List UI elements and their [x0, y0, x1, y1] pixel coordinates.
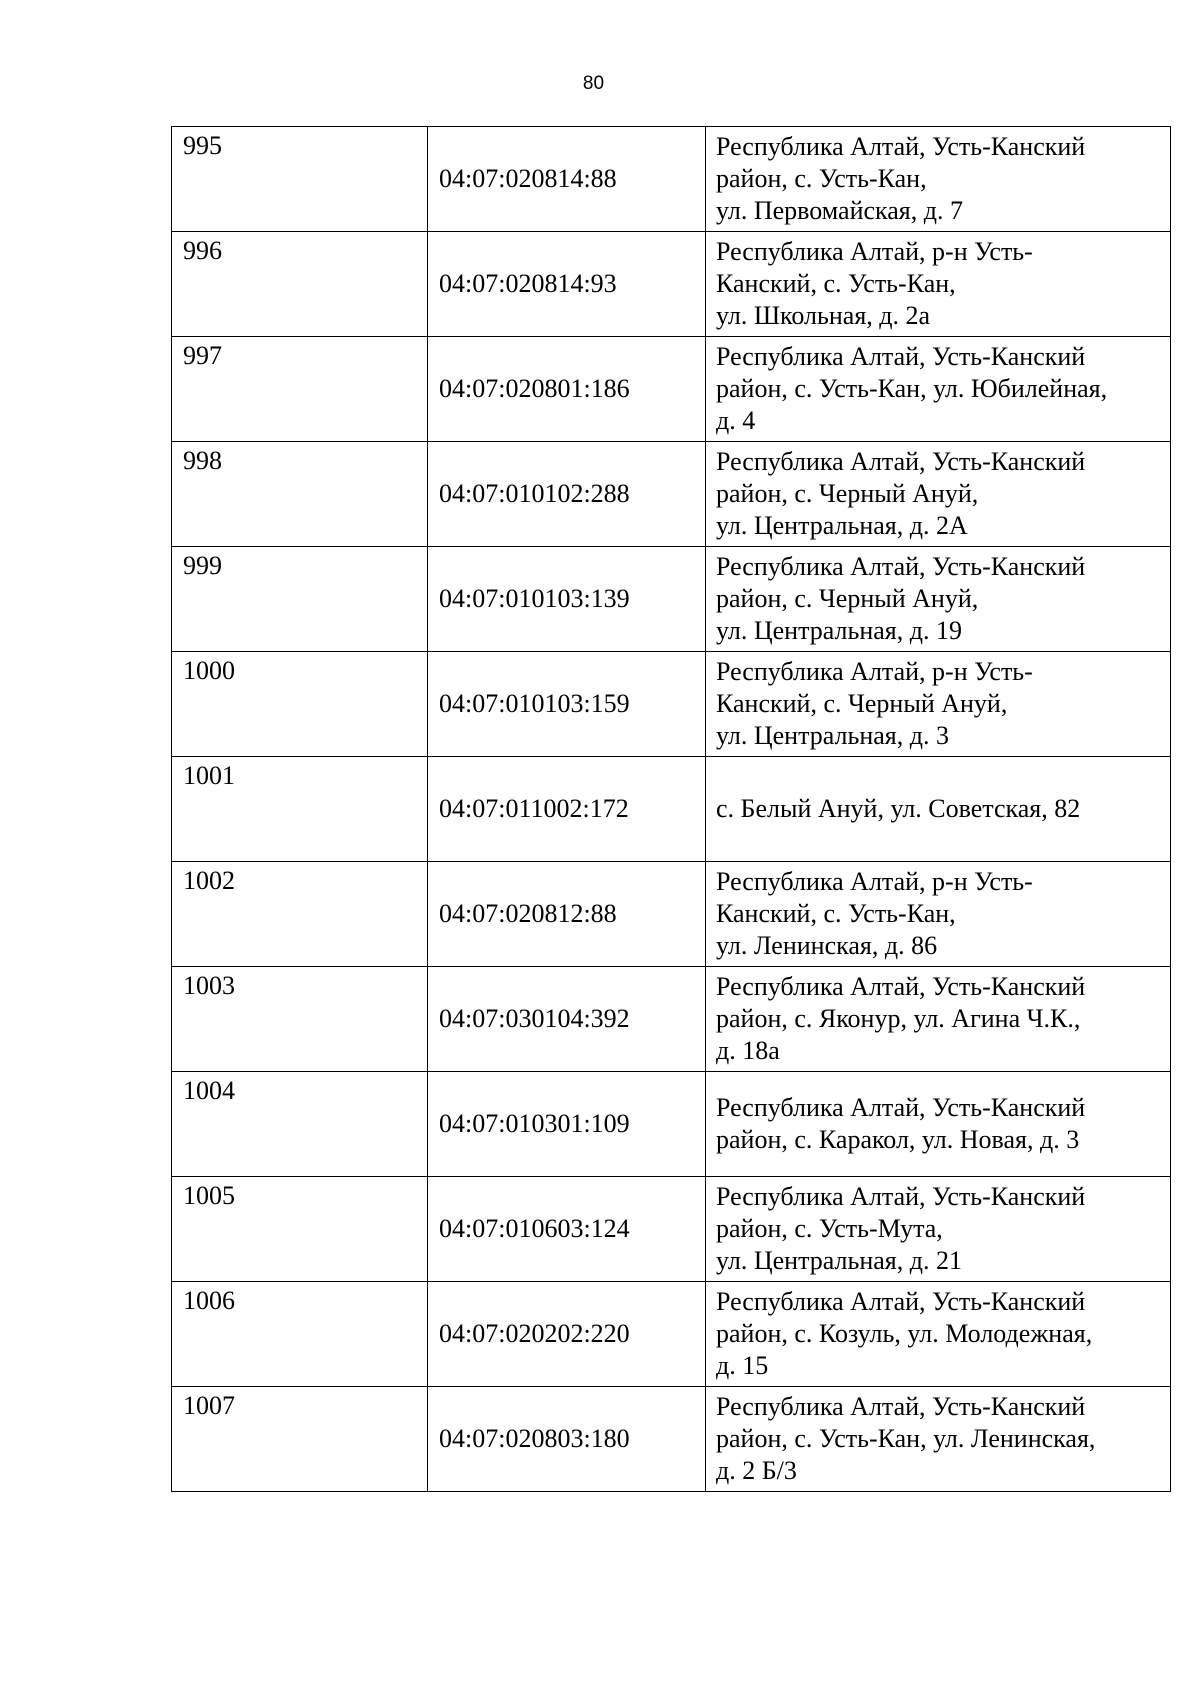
table-row — [172, 1072, 1171, 1177]
address-cell — [706, 127, 1171, 232]
address-line: ул. Первомайская, д. 7 — [716, 196, 963, 225]
address-line: Республика Алтай, Усть-Канский — [716, 552, 1086, 581]
address-line: Республика Алтай, Усть-Канский — [716, 342, 1086, 371]
cadastral-number-cell: 04:07:020202:220 — [428, 1282, 706, 1387]
table-row — [172, 1282, 1171, 1387]
table-row — [172, 547, 1171, 652]
row-number-cell: 1002 — [172, 862, 428, 967]
cadastral-number-cell: 04:07:020812:88 — [428, 862, 706, 967]
address-line: с. Белый Ануй, ул. Советская, 82 — [716, 794, 1081, 823]
address-line: ул. Центральная, д. 21 — [716, 1246, 962, 1275]
address-line: Республика Алтай, Усть-Канский — [716, 972, 1086, 1001]
address-line: д. 4 — [716, 406, 756, 435]
row-number-cell: 1006 — [172, 1282, 428, 1387]
address-line: район, с. Черный Ануй, — [716, 479, 979, 508]
address-cell — [706, 337, 1171, 442]
row-number-cell: 999 — [172, 547, 428, 652]
address-line: Республика Алтай, р-н Усть- — [716, 657, 1033, 686]
row-number-cell: 1003 — [172, 967, 428, 1072]
cadastral-number-cell: 04:07:030104:392 — [428, 967, 706, 1072]
row-number-cell: 996 — [172, 232, 428, 337]
cadastral-number-cell: 04:07:010103:139 — [428, 547, 706, 652]
address-line: ул. Центральная, д. 3 — [716, 721, 949, 750]
table-row — [172, 127, 1171, 232]
address-line: Республика Алтай, Усть-Канский — [716, 1182, 1086, 1211]
cadastral-number-cell: 04:07:010102:288 — [428, 442, 706, 547]
cadastral-number-cell: 04:07:020801:186 — [428, 337, 706, 442]
table-row — [172, 757, 1171, 862]
table-row — [172, 1177, 1171, 1282]
address-line: ул. Ленинская, д. 86 — [716, 931, 938, 960]
table-row — [172, 652, 1171, 757]
address-line: район, с. Усть-Мута, — [716, 1214, 943, 1243]
address-line: Республика Алтай, Усть-Канский — [716, 1287, 1086, 1316]
row-number-cell: 1005 — [172, 1177, 428, 1282]
table-row — [172, 442, 1171, 547]
address-cell — [706, 442, 1171, 547]
table-row — [172, 862, 1171, 967]
address-line: Канский, с. Черный Ануй, — [716, 689, 1008, 718]
address-cell — [706, 652, 1171, 757]
page-number: 80 — [582, 73, 605, 94]
table-row — [172, 232, 1171, 337]
address-line: Республика Алтай, Усть-Канский — [716, 1093, 1086, 1122]
row-number-cell: 1000 — [172, 652, 428, 757]
cadastral-number-cell: 04:07:011002:172 — [428, 757, 706, 862]
row-number-cell: 1001 — [172, 757, 428, 862]
cadastral-number-cell: 04:07:010603:124 — [428, 1177, 706, 1282]
address-cell — [706, 547, 1171, 652]
row-number-cell: 998 — [172, 442, 428, 547]
address-cell — [706, 1387, 1171, 1492]
address-cell — [706, 862, 1171, 967]
address-line: Республика Алтай, Усть-Канский — [716, 132, 1086, 161]
row-number-cell: 997 — [172, 337, 428, 442]
row-number-cell: 995 — [172, 127, 428, 232]
address-line: д. 18а — [716, 1036, 780, 1065]
address-line: Канский, с. Усть-Кан, — [716, 269, 956, 298]
cadastral-number-cell: 04:07:020814:88 — [428, 127, 706, 232]
address-cell — [706, 1072, 1171, 1177]
address-line: д. 2 Б/3 — [716, 1456, 797, 1485]
address-line: Республика Алтай, Усть-Канский — [716, 1392, 1086, 1421]
address-line: Республика Алтай, р-н Усть- — [716, 867, 1033, 896]
address-line: район, с. Черный Ануй, — [716, 584, 979, 613]
cadastral-number-cell: 04:07:020814:93 — [428, 232, 706, 337]
address-line: район, с. Яконур, ул. Агина Ч.К., — [716, 1004, 1081, 1033]
address-line: ул. Центральная, д. 2А — [716, 511, 968, 540]
address-cell — [706, 1282, 1171, 1387]
address-line: ул. Центральная, д. 19 — [716, 616, 962, 645]
table-body — [172, 127, 1171, 1492]
address-line: ул. Школьная, д. 2а — [716, 301, 931, 330]
cadastral-number-cell: 04:07:010103:159 — [428, 652, 706, 757]
address-line: район, с. Усть-Кан, ул. Юбилейная, — [716, 374, 1108, 403]
address-line: район, с. Козуль, ул. Молодежная, — [716, 1319, 1093, 1348]
table-row — [172, 967, 1171, 1072]
address-line: Республика Алтай, р-н Усть- — [716, 237, 1033, 266]
address-line: район, с. Усть-Кан, ул. Ленинская, — [716, 1424, 1096, 1453]
table-row — [172, 337, 1171, 442]
cadastral-number-cell: 04:07:010301:109 — [428, 1072, 706, 1177]
address-line: район, с. Усть-Кан, — [716, 164, 927, 193]
address-cell — [706, 757, 1171, 862]
table-row — [172, 1387, 1171, 1492]
row-number-cell: 1004 — [172, 1072, 428, 1177]
address-line: Республика Алтай, Усть-Канский — [716, 447, 1086, 476]
address-cell — [706, 232, 1171, 337]
address-cell — [706, 1177, 1171, 1282]
property-table — [171, 126, 1171, 1492]
cadastral-number-cell: 04:07:020803:180 — [428, 1387, 706, 1492]
address-line: д. 15 — [716, 1351, 769, 1380]
row-number-cell: 1007 — [172, 1387, 428, 1492]
address-line: Канский, с. Усть-Кан, — [716, 899, 956, 928]
address-cell — [706, 967, 1171, 1072]
address-line: район, с. Каракол, ул. Новая, д. 3 — [716, 1125, 1080, 1154]
